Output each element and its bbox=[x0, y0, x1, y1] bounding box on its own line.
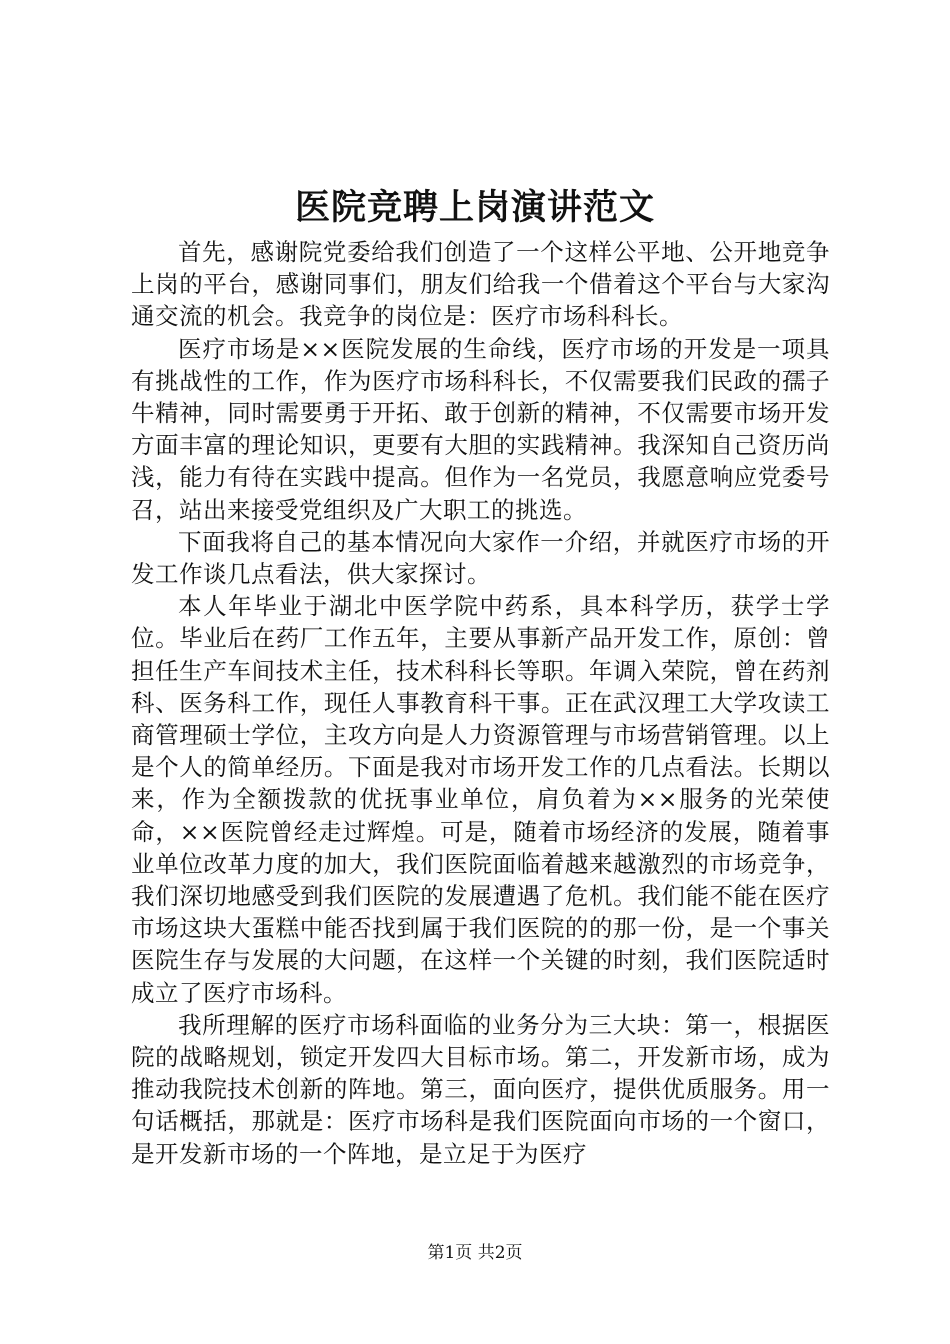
paragraph-1: 首先，感谢院党委给我们创造了一个这样公平地、公开地竞争上岗的平台，感谢同事们，朋友们给我一个借着这个平台与大家沟通交流的机会。我竞争的岗位是：医疗市场科科长。 bbox=[131, 238, 830, 331]
page-number-footer: 第1页 共2页 bbox=[427, 1243, 523, 1263]
paragraph-2: 医疗市场是××医院发展的生命线，医疗市场的开发是一项具有挑战性的工作，作为医疗市场科科长，不仅需要我们民政的孺子牛精神，同时需要勇于开拓、敢于创新的精神，不仅需要市场开发方面丰富的理论知识，更要有大胆的实践精神。我深知自己资历尚浅，能力有待在实践中提高。但作为一名党员，我愿意响应党委号召，站出来接受党组织及广大职工的挑选。 bbox=[131, 334, 830, 524]
paragraph-3: 下面我将自己的基本情况向大家作一介绍，并就医疗市场的开发工作谈几点看法，供大家探讨。 bbox=[131, 527, 830, 589]
document-title: 医院竞聘上岗演讲范文 bbox=[294, 187, 655, 228]
paragraph-5: 我所理解的医疗市场科面临的业务分为三大块：第一，根据医院的战略规划，锁定开发四大目标市场。第二，开发新市场，成为推动我院技术创新的阵地。第三，面向医疗，提供优质服务。用一句话概括，那就是：医疗市场科是我们医院面向市场的一个窗口，是开发新市场的一个阵地，是立足于为医疗 bbox=[131, 1010, 830, 1168]
paragraph-4: 本人年毕业于湖北中医学院中药系，具本科学历，获学士学位。毕业后在药厂工作五年，主要从事新产品开发工作，原创：曾担任生产车间技术主任，技术科科长等职。年调入荣院，曾在药剂科、医务科工作，现任人事教育科干事。正在武汉理工大学攻读工商管理硕士学位，主攻方向是人力资源管理与市场营销管理。以上是个人的简单经历。下面是我对市场开发工作的几点看法。长期以来，作为全额拨款的优抚事业单位，肩负着为××服务的光荣使命，××医院曾经走过辉煌。可是，随着市场经济的发展，随着事业单位改革力度的加大，我们医院面临着越来越激烈的市场竞争，我们深切地感受到我们医院的发展遭遇了危机。我们能不能在医疗市场这块大蛋糕中能否找到属于我们医院的的那一份，是一个事关医院生存与发展的大问题，在这样一个关键的时刻，我们医院适时成立了医疗市场科。 bbox=[131, 592, 830, 1007]
document-body bbox=[131, 236, 830, 1170]
